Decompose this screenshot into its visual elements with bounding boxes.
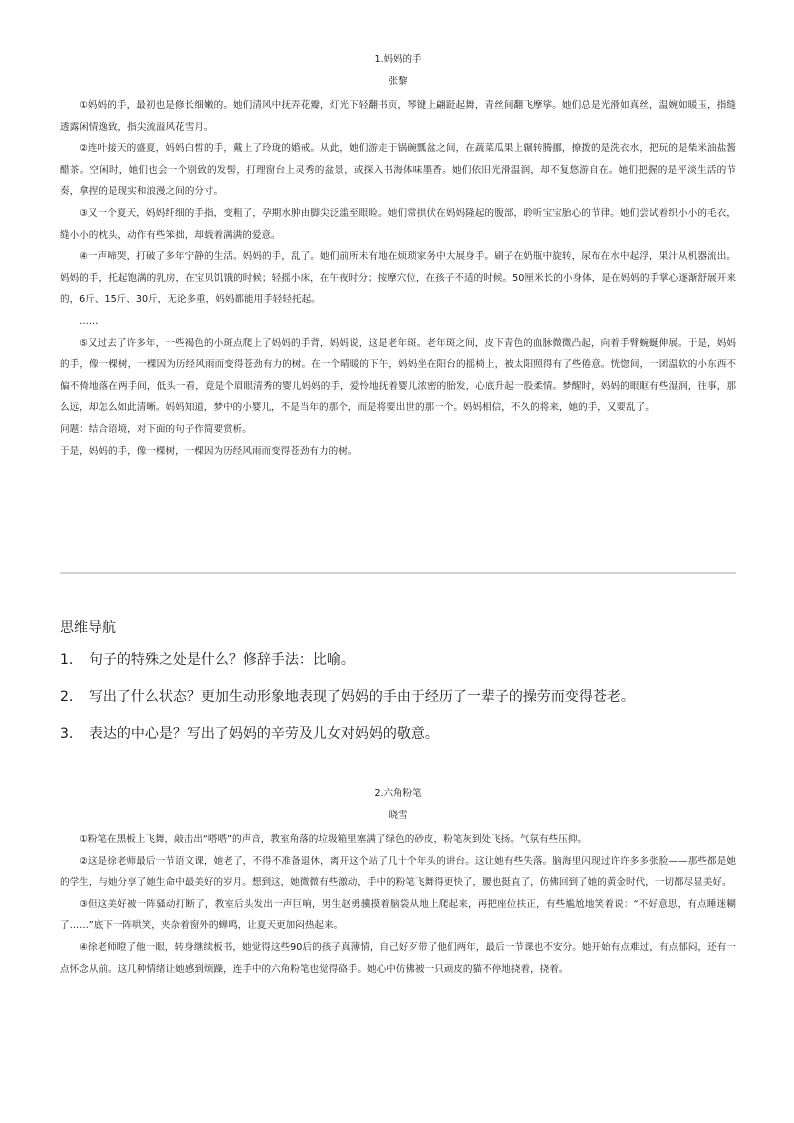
paragraph-4: ④徐老师瞪了他一眼，转身继续板书，她觉得这些90后的孩子真薄情，自己好歹带了他们两年，最后一节课也不安分。她开始有点难过，有点郁闷，还有一点怀念从前。这几种情绪让她感到烦躁，连手中的六角粉笔也觉得硌手。她心中仿佛被一只顽皮的猫不停地挠着，挠着。 [60, 941, 736, 975]
article-title: 2.六角粉笔 [374, 788, 422, 799]
guide-item-3: 3． 表达的中心是？写出了妈妈的辛劳及儿女对妈妈的敬意。 [60, 726, 439, 742]
article-author: 晓雪 [388, 810, 408, 821]
question-prompt: 问题：结合语境，对下面的句子作简要赏析。 [60, 423, 252, 435]
section-divider [60, 572, 736, 574]
paragraph-5: ⑤又过去了许多年，一些褐色的小斑点爬上了妈妈的手背，妈妈说，这是老年斑。老年斑之间，皮下青色的血脉微微凸起，向着手臂蜿蜒伸展。于是，妈妈的手，像一棵树，一棵因为历经风雨而变得苍劲有力的树。在一个晴暖的下午，妈妈坐在阳台的摇椅上，被太阳照得有了些倦意。恍惚间，一团温软的小东西不偏不倚地落在两手间，低头一看，竟是个眉眼清秀的婴儿妈妈的手，爱怜地抚着婴儿浓密的胎发，心底升起一股柔情。梦醒时，妈妈的眼眶有些湿润，往事，那么远，却怎么如此清晰。妈妈知道，梦中的小婴儿，不是当年的那个，而是将要出世的那一个。妈妈相信，不久的将来，她的手，又要乱了。 [60, 337, 736, 414]
paragraph-4: ④一声啼哭，打破了多年宁静的生活。妈妈的手，乱了。她们前所未有地在烦琐家务中大展身手。刷子在奶瓶中旋转，尿布在水中起浮，果汁从机器流出。妈妈的手，托起饱满的乳房，在宝贝饥饿的时候；轻摇小床，在午夜时分；按摩穴位，在孩子不适的时候。50厘米长的小身体，是在妈妈的手掌心逐渐舒展开来的，6斤、15斤、30斤，无论多重，妈妈都能用手轻轻托起。 [60, 251, 736, 306]
paragraph-2: ②连叶接天的盛夏，妈妈白皙的手，戴上了玲珑的婚戒。从此，她们游走于锅碗瓢盆之间，在蔬菜瓜果上辗转腾挪，撩拨的是洗衣水，把玩的是柴米油盐酱醋茶。空闲时，她们也会一个别致的发髻，打理窗台上灵秀的盆景，或探入书海体味墨香。她们依旧光滑温润，却不复悠游自在。她们把握的是平淡生活的节奏，拿捏的是现实和浪漫之间的分寸。 [60, 143, 736, 198]
article-title: 1.妈妈的手 [374, 54, 422, 65]
thinking-guide [60, 618, 736, 744]
section-mothers-hands [60, 53, 736, 462]
paragraph-3: ③但这美好被一阵骚动打断了，教室后头发出一声巨响，男生赵勇骥摸着脑袋从地上爬起来，再把座位扶正，有些尴尬地笑着说：“不好意思，有点睡迷糊了……”底下一阵哄笑，夹杂着窗外的蝉鸣，让夏天更加闷热起来。 [60, 898, 736, 932]
section-hexagonal-chalk [60, 787, 736, 980]
guide-title: 思维导航 [60, 620, 116, 636]
ellipsis: …… [79, 315, 99, 327]
guide-item-2: 2． 写出了什么状态？更加生动形象地表现了妈妈的手由于经历了一辈子的操劳而变得苍老。 [60, 689, 635, 705]
question-sentence: 于是，妈妈的手，像一棵树，一棵因为历经风雨而变得苍劲有力的树。 [60, 445, 358, 457]
article-author: 张黎 [388, 76, 408, 87]
paragraph-1: ①妈妈的手，最初也是修长细嫩的。她们清风中抚弄花瓣，灯光下轻翻书页，琴键上翩跹起舞，青丝间翻飞摩挲。她们总是光滑如真丝，温婉如暖玉，指缝透露闲情逸致，指尖流溢风花雪月。 [60, 100, 736, 133]
guide-item-1: 1． 句子的特殊之处是什么？修辞手法：比喻。 [60, 652, 355, 668]
paragraph-1: ①粉笔在黑板上飞舞，敲击出“嗒嗒”的声音，教室角落的垃圾箱里塞满了绿色的砂皮，粉笔灰到处飞扬。气氛有些压抑。 [79, 834, 588, 845]
paragraph-3: ③又一个夏天，妈妈纤细的手指，变粗了，孕期水肿由脚尖泛滥至眼睑。她们常拱伏在妈妈隆起的腹部，聆听宝宝胎心的节律。她们尝试着织小小的毛衣，缝小小的枕头，动作有些笨拙，却载着满满的爱意。 [60, 207, 736, 241]
paragraph-2: ②这是徐老师最后一节语文课，她老了，不得不准备退休，离开这个站了几十个年头的讲台。这让她有些失落。脑海里闪现过许许多多张脸——那些都是她的学生，与她分享了她生命中最美好的岁月。想到这，她微微有些激动，手中的粉笔飞舞得更快了，腰也挺直了，仿佛回到了她的黄金时代，一切都尽显美好。 [60, 855, 736, 889]
